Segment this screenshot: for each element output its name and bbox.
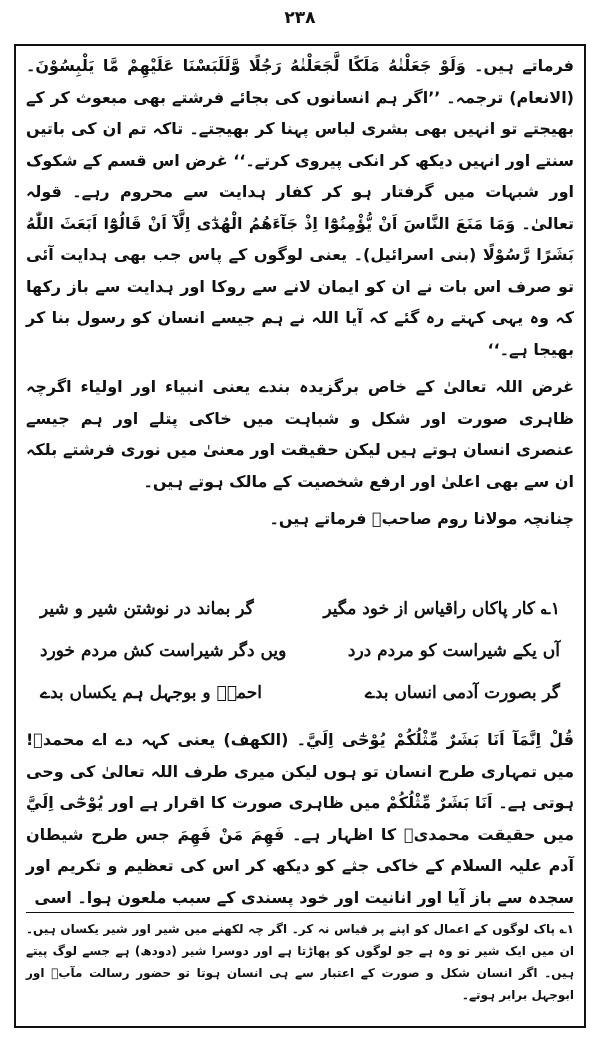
footnote-divider — [26, 912, 574, 913]
verse-first-half: ۱؎ کار پاکاں راقیاس از خود مگیر — [323, 599, 560, 619]
page-number: ۲۳۸ — [284, 8, 316, 28]
verse-first-half: آں یکے شیراست کو مردم درد — [347, 641, 560, 661]
verse-line — [40, 588, 560, 630]
main-text-continued — [26, 708, 574, 929]
paragraph-rumi-intro: چنانچہ مولانا روم صاحبؒ فرماتے ہیں۔ — [269, 509, 574, 528]
footnote: ۱؎ پاک لوگوں کے اعمال کو اپنے پر قیاس نہ کر۔ اگر چہ لکھنے میں شیر اور شیر یکساں ہیں۔ ان میں ایک شیر تو وہ ہے جو لوگوں کو پھاڑتا ہے اور دوسرا شیر (دودھ) ہے جسے لوگ پیتے ہیں۔ اگر انسان شکل و صورت کے اعتبار سے ہی انسان ہوتا تو حضور رسالت مآبؐ اور ابوجہل برابر ہوتے۔ — [26, 922, 574, 1002]
persian-poetry — [40, 588, 560, 714]
paragraph-quran-commentary: فرماتے ہیں۔ وَلَوْ جَعَلْنٰهُ مَلَكًا لَّجَعَلْنٰهُ رَجُلًا وَّلَلَبَسْنَا عَلَيْهِمْ مَّا يَلْبِسُوْنَ۔ (الانعام) ترجمہ۔ ’’اگر ہم انسانوں کی بجائے فرشتے بھی مبعوث کر کے بھیجتے تو انہیں بھی بشری لباس پہنا کر بھیجتے۔ تاکہ تم ان کی باتیں سنتے اور انہیں دیکھ کر انکی پیروی کرتے۔‘‘ غرض اس قسم کے شکوک اور شبہات میں گرفتار ہو کر کفار ہدایت سے محروم رہے۔ قولہ تعالیٰ۔ وَمَا مَنَعَ النَّاسَ اَنْ يُّؤْمِنُوْٓا اِذْ جَآءَهُمُ الْهُدٰٓى اِلَّآ اَنْ قَالُوْٓا اَبَعَثَ اللّٰهُ بَشَرًا رَّسُوْلًا (بنی اسرائیل)۔ یعنی لوگوں کے پاس جب بھی ہدایت آئی تو صرف اس بات نے ان کو ایمان لانے سے روکا اور ہدایت سے باز رکھا کہ وہ یہی کہتے رہ گئے کہ آیا اللہ نے ہم جیسے انسان کو رسول بنا کر بھیجا ہے۔‘‘ — [26, 56, 574, 359]
main-text — [26, 50, 574, 535]
paragraph-prophets: غرض اللہ تعالیٰ کے خاص برگزیدہ بندے یعنی انبیاء اور اولیاء اگرچہ ظاہری صورت اور شکل و شباہت میں خاکی پتلے اور ہم جیسے عنصری انسان ہوتے ہیں لیکن حقیقت اور معنیٰ میں نوری فرشتے بلکہ ان سے بھی اعلیٰ اور ارفع شخصیت کے مالک ہوتے ہیں۔ — [26, 377, 574, 491]
verse-second-half: ویں دگر شیراست کش مردم خورد — [40, 641, 287, 661]
paragraph-bashar: قُلْ اِنَّمَآ اَنَا بَشَرٌ مِّثْلُكُمْ يُوْحٰٓى اِلَيَّ۔ (الکھف) یعنی کہہ دے اے محمدؐ! میں تمہاری طرح انسان تو ہوں لیکن میری طرف اللہ تعالیٰ کی وحی ہوتی ہے۔ اَنَا بَشَرٌ مِّثْلُكُمْ میں ظاہری صورت کا اقرار ہے اور يُوْحٰٓى اِلَيَّ میں حقیقت محمدیؐ کا اظہار ہے۔ فَهِمَ مَنْ فَهِمَ جس طرح شیطان آدم علیہ السلام کے خاکی جثے کو دیکھ کر اس کی تعظیم و تکریم اور سجدہ سے باز آیا اور انانیت اور خود پسندی کے سبب ملعون ہوا۔ اسی — [26, 730, 574, 907]
verse-second-half: احمدؐ و بوجہل ہم یکساں بدے — [40, 683, 262, 703]
verse-first-half: گر بصورت آدمی انساں بدے — [364, 683, 560, 703]
verse-line — [40, 630, 560, 672]
verse-second-half: گر بماند در نوشتن شیر و شیر — [40, 599, 254, 619]
